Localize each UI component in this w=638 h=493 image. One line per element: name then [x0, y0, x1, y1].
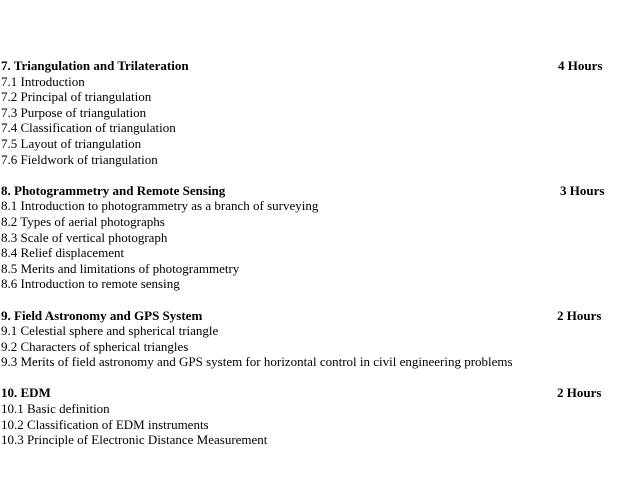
section-hours: 2 Hours: [557, 307, 602, 323]
list-item: 10.1 Basic definition: [1, 401, 110, 417]
syllabus-document: [1, 58, 633, 463]
list-item: 7.2 Principal of triangulation: [1, 89, 152, 105]
list-item: 10.2 Classification of EDM instruments: [1, 416, 209, 432]
list-item: 9.2 Characters of spherical triangles: [1, 338, 189, 354]
section-title: 10. EDM: [1, 385, 51, 401]
list-item: 7.5 Layout of triangulation: [1, 135, 142, 151]
list-item: 8.4 Relief displacement: [1, 245, 125, 261]
section-heading: [1, 58, 633, 74]
list-item: 8.2 Types of aerial photographs: [1, 213, 165, 229]
list-item: 8.1 Introduction to photogrammetry as a branch of surveying: [1, 198, 319, 214]
list-item: 7.3 Purpose of triangulation: [1, 104, 147, 120]
section-title: 9. Field Astronomy and GPS System: [1, 307, 203, 323]
section-hours: 2 Hours: [557, 385, 602, 401]
list-item: 7.4 Classification of triangulation: [1, 120, 176, 136]
list-item: 7.6 Fieldwork of triangulation: [1, 151, 158, 167]
section-title: 8. Photogrammetry and Remote Sensing: [1, 182, 226, 198]
list-item: 9.1 Celestial sphere and spherical triangle: [1, 323, 219, 339]
list-item: 8.6 Introduction to remote sensing: [1, 276, 180, 292]
list-item: 7.1 Introduction: [1, 73, 85, 89]
section-heading: [1, 385, 633, 401]
section-photogrammetry: [1, 183, 633, 292]
section-hours: 3 Hours: [560, 182, 605, 198]
section-triangulation: [1, 58, 633, 167]
list-item: 8.3 Scale of vertical photograph: [1, 229, 168, 245]
list-item: 9.3 Merits of field astronomy and GPS system for horizontal control in civil engineering problems: [1, 354, 513, 370]
section-hours: 4 Hours: [558, 58, 603, 73]
section-edm: [1, 385, 633, 447]
section-heading: [1, 183, 633, 199]
section-heading: [1, 308, 633, 324]
list-item: 8.5 Merits and limitations of photogrammetry: [1, 260, 240, 276]
section-title: 7. Triangulation and Trilateration: [1, 58, 189, 73]
list-item: 10.3 Principle of Electronic Distance Measurement: [1, 432, 268, 448]
section-field-astronomy: [1, 308, 633, 370]
